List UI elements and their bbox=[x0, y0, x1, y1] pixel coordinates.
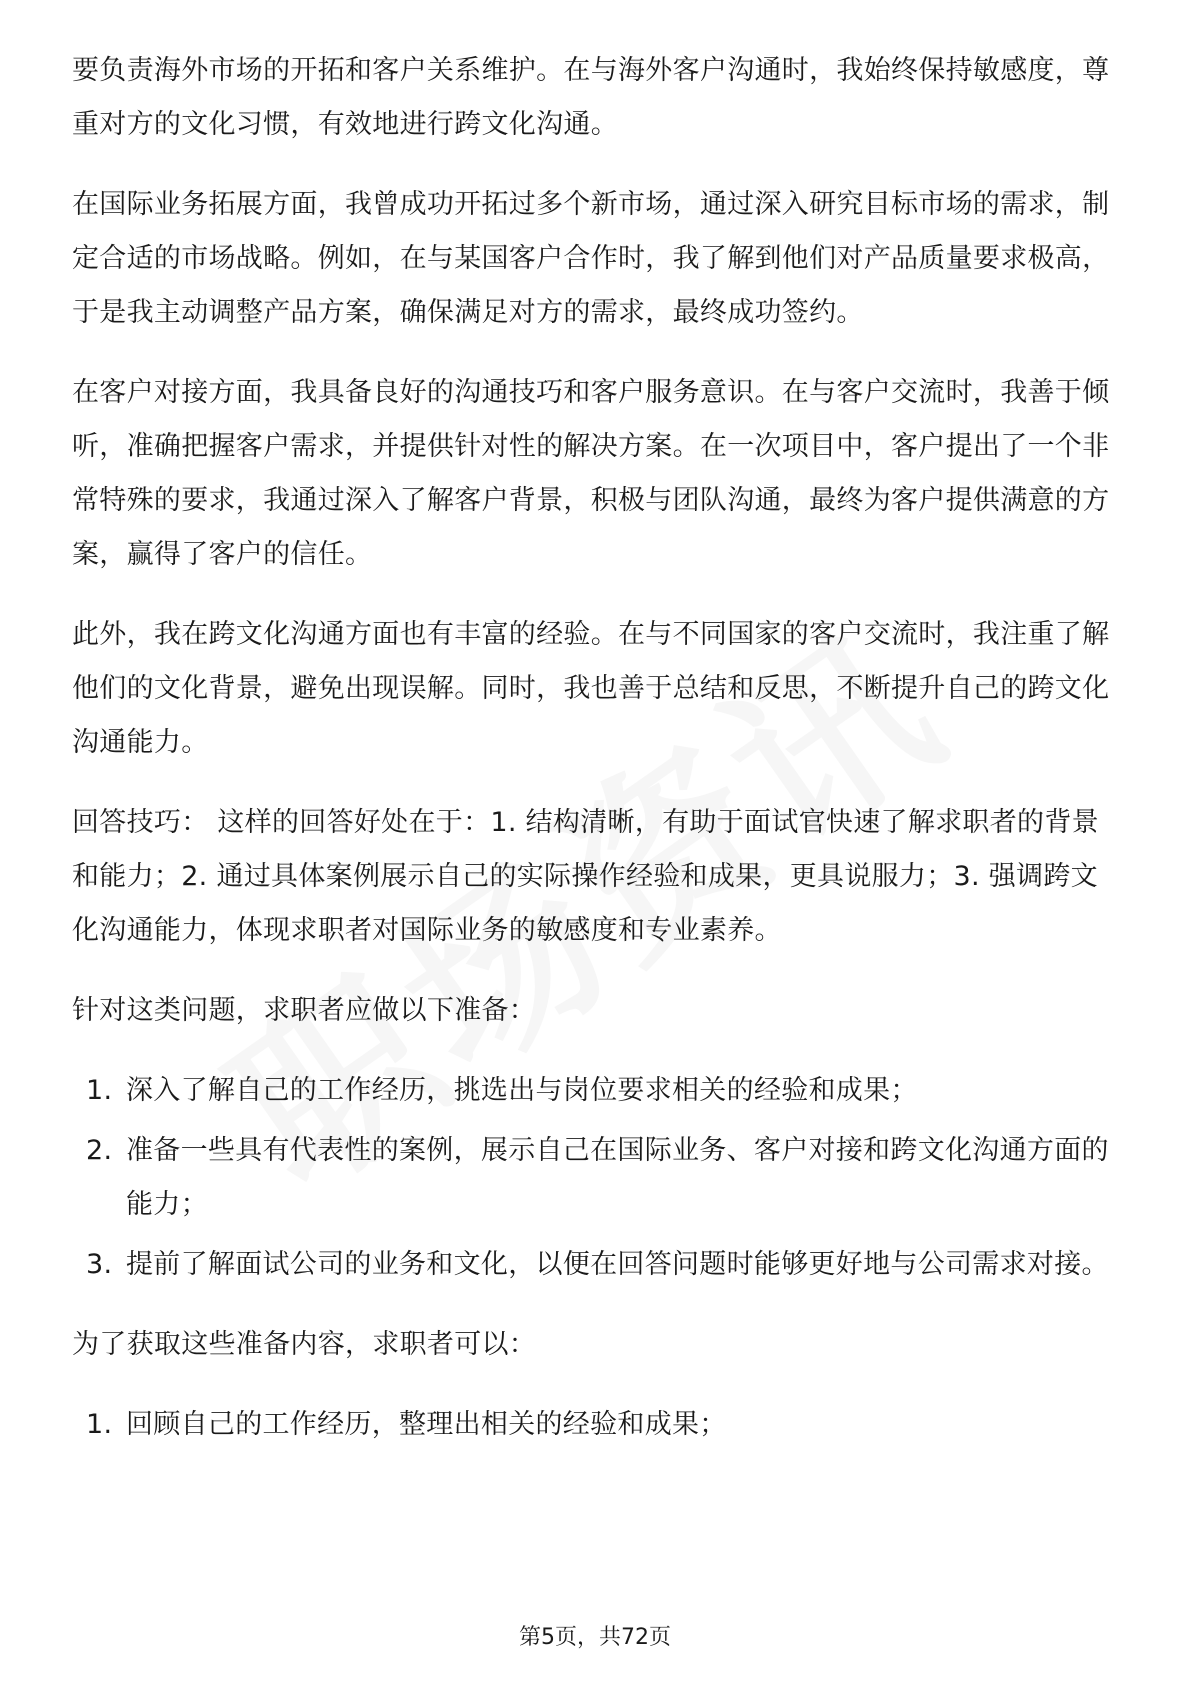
paragraph-overseas-market: 要负责海外市场的开拓和客户关系维护。在与海外客户沟通时，我始终保持敏感度，尊重对方的文化习惯，有效地进行跨文化沟通。 bbox=[72, 55, 1110, 140]
paragraph-cross-culture: 此外，我在跨文化沟通方面也有丰富的经验。在与不同国家的客户交流时，我注重了解他们的文化背景，避免出现误解。同时，我也善于总结和反思，不断提升自己的跨文化沟通能力。 bbox=[72, 619, 1110, 758]
list-item-number: 1. bbox=[86, 1075, 113, 1106]
list-item bbox=[72, 1124, 1122, 1232]
page-number-footer: 第5页，共72页 bbox=[519, 1625, 671, 1650]
list-item-number: 3. bbox=[86, 1249, 113, 1280]
page-content bbox=[72, 44, 1122, 1478]
list-item-text: 回顾自己的工作经历，整理出相关的经验和成果； bbox=[126, 1409, 727, 1440]
source-list bbox=[72, 1398, 1122, 1452]
list-item bbox=[72, 1238, 1122, 1292]
paragraph-international-business: 在国际业务拓展方面，我曾成功开拓过多个新市场，通过深入研究目标市场的需求，制定合适的市场战略。例如，在与某国客户合作时，我了解到他们对产品质量要求极高，于是我主动调整产品方案，确保满足对方的需求，最终成功签约。 bbox=[72, 189, 1110, 328]
list-item-number: 1. bbox=[86, 1409, 113, 1440]
paragraph-answer-tips: 回答技巧： 这样的回答好处在于：1. 结构清晰，有助于面试官快速了解求职者的背景和能力；2. 通过具体案例展示自己的实际操作经验和成果，更具说服力；3. 强调跨文化沟通能力，体现求职者对国际业务的敏感度和专业素养。 bbox=[72, 807, 1099, 946]
list-item-text: 提前了解面试公司的业务和文化，以便在回答问题时能够更好地与公司需求对接。 bbox=[126, 1249, 1109, 1280]
paragraph-preparation-intro: 针对这类问题，求职者应做以下准备： bbox=[72, 995, 537, 1026]
list-item-text: 深入了解自己的工作经历，挑选出与岗位要求相关的经验和成果； bbox=[126, 1075, 918, 1106]
paragraph-client-docking: 在客户对接方面，我具备良好的沟通技巧和客户服务意识。在与客户交流时，我善于倾听，准确把握客户需求，并提供针对性的解决方案。在一次项目中，客户提出了一个非常特殊的要求，我通过深入了解客户背景，积极与团队沟通，最终为客户提供满意的方案，赢得了客户的信任。 bbox=[72, 377, 1110, 570]
list-item-text: 准备一些具有代表性的案例，展示自己在国际业务、客户对接和跨文化沟通方面的能力； bbox=[126, 1135, 1109, 1220]
list-item bbox=[72, 1064, 1122, 1118]
preparation-list bbox=[72, 1064, 1122, 1292]
paragraph-acquire-intro: 为了获取这些准备内容，求职者可以： bbox=[72, 1329, 537, 1360]
list-item-number: 2. bbox=[86, 1135, 113, 1166]
list-item bbox=[72, 1398, 1122, 1452]
